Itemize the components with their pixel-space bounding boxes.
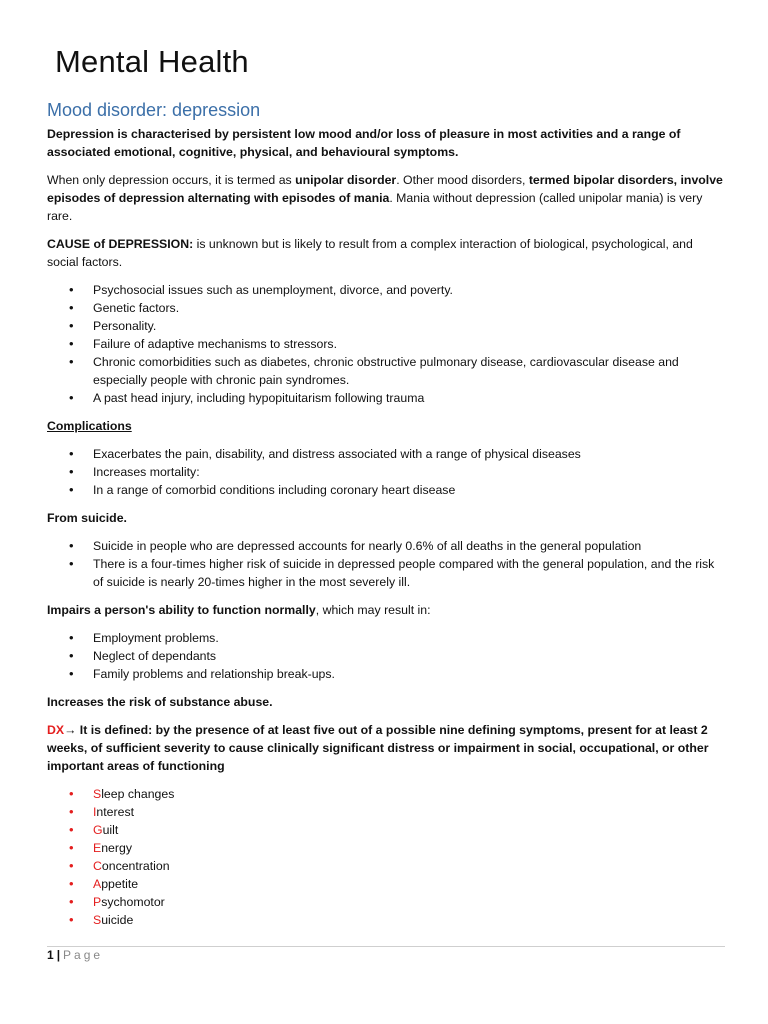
cause-paragraph: CAUSE of DEPRESSION: is unknown but is likely to result from a complex interaction of biological, psychological, and social factors. (47, 237, 693, 269)
symptom-item: • Interest (47, 803, 727, 821)
complications-heading: Complications (47, 419, 132, 433)
list-item: • Family problems and relationship break-ups. (47, 665, 727, 683)
dx-label: DX (47, 723, 65, 737)
function-list (47, 629, 727, 683)
footer-separator: | (56, 948, 61, 962)
list-item: • Neglect of dependants (47, 647, 727, 665)
cause-list (47, 281, 727, 407)
list-item: • Employment problems. (47, 629, 727, 647)
section-subtitle: Mood disorder: depression (47, 100, 261, 120)
list-item: • Personality. (47, 317, 727, 335)
list-item: • A past head injury, including hypopituitarism following trauma (47, 389, 727, 407)
list-item: • Psychosocial issues such as unemployment, divorce, and poverty. (47, 281, 727, 299)
substance-paragraph: Increases the risk of substance abuse. (47, 695, 273, 709)
list-item: • Suicide in people who are depressed accounts for nearly 0.6% of all deaths in the general population (47, 537, 727, 555)
footer-divider (47, 946, 725, 947)
list-item: • Exacerbates the pain, disability, and distress associated with a range of physical diseases (47, 445, 727, 463)
symptom-item: • Energy (47, 839, 727, 857)
unipolar-paragraph: When only depression occurs, it is termed as unipolar disorder. Other mood disorders, termed bipolar disorders, involve episodes of depression alternating with episodes of mania. Mania without depression (called unipolar mania) is very rare. (47, 173, 723, 223)
arrow-icon: → (64, 723, 77, 737)
list-item: • In a range of comorbid conditions including coronary heart disease (47, 481, 727, 499)
page-title: Mental Health (55, 44, 249, 79)
symptom-item: • Suicide (47, 911, 727, 929)
dx-paragraph: DX→ It is defined: by the presence of at least five out of a possible nine defining symptoms, present for at least 2 weeks, of sufficient severity to cause clinically significant distress or impairment in social, occupational, or other important areas of functioning (47, 723, 709, 773)
intro-paragraph: Depression is characterised by persistent low mood and/or loss of pleasure in most activities and a range of associated emotional, cognitive, physical, and behavioural symptoms. (47, 127, 681, 159)
document-body (47, 125, 727, 939)
list-item: • Increases mortality: (47, 463, 727, 481)
symptom-item: • Sleep changes (47, 785, 727, 803)
list-item: • Failure of adaptive mechanisms to stressors. (47, 335, 727, 353)
suicide-list (47, 537, 727, 591)
function-paragraph: Impairs a person's ability to function normally, which may result in: (47, 603, 431, 617)
page-footer (47, 948, 103, 962)
list-item: • Chronic comorbidities such as diabetes, chronic obstructive pulmonary disease, cardiovascular disease and especially people with chronic pain syndromes. (47, 353, 727, 389)
symptom-item: • Psychomotor (47, 893, 727, 911)
page-label: Page (63, 948, 104, 962)
list-item: • Genetic factors. (47, 299, 727, 317)
complications-list (47, 445, 727, 499)
suicide-heading: From suicide. (47, 511, 127, 525)
symptom-item: • Guilt (47, 821, 727, 839)
symptom-item: • Appetite (47, 875, 727, 893)
list-item: • There is a four-times higher risk of suicide in depressed people compared with the general population, and the risk of suicide is nearly 20-times higher in the most severely ill. (47, 555, 727, 591)
symptom-list (47, 785, 727, 929)
symptom-item: • Concentration (47, 857, 727, 875)
page-number: 1 (47, 948, 54, 962)
